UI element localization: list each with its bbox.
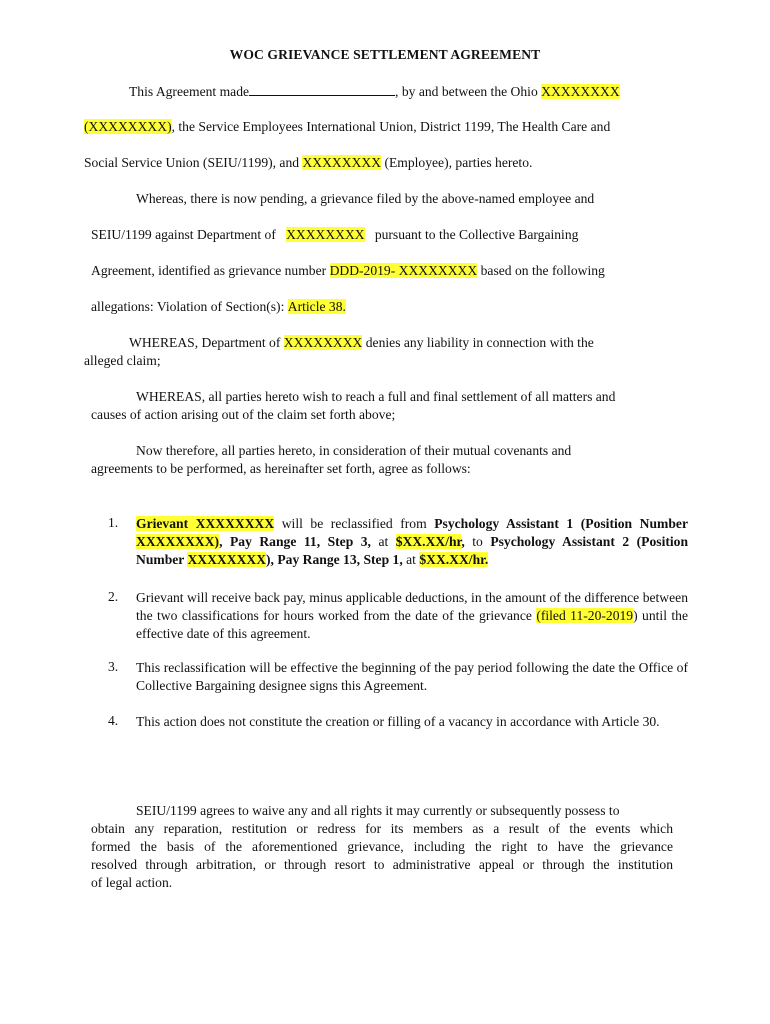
waiver-line-2: obtain any reparation, restitution or redress for its members as a result of the events which	[91, 821, 673, 836]
whereas-1-line-2	[91, 227, 578, 243]
waiver-line-1: SEIU/1199 agrees to waive any and all rights it may currently or subsequently possess to	[136, 803, 620, 818]
whereas-text: WHEREAS, Department of	[129, 335, 281, 350]
whereas-text: denies any liability in connection with the	[365, 335, 594, 350]
grievant-placeholder: Grievant XXXXXXXX	[136, 516, 275, 531]
list-item-text	[136, 515, 688, 569]
intro-line-2	[84, 119, 610, 135]
intro-text: , by and between the Ohio	[395, 84, 538, 99]
list-number: 1.	[108, 515, 119, 530]
list-item-2	[108, 589, 688, 643]
list-item-4	[108, 713, 688, 731]
now-therefore-line-1: Now therefore, all parties hereto, in consideration of their mutual covenants and	[136, 443, 572, 458]
now-therefore-line-2: agreements to be performed, as hereinafter set forth, agree as follows:	[91, 461, 471, 476]
item-text-bold: Psychology Assistant 1 (Position Number	[434, 516, 688, 531]
whereas-3-line-1: WHEREAS, all parties hereto wish to reach a full and final settlement of all matters and	[136, 389, 616, 404]
article-reference: Article 38.	[287, 299, 346, 314]
intro-text: This Agreement made	[129, 84, 250, 99]
list-item-1	[108, 515, 688, 569]
highlight-placeholder: (XXXXXXXX)	[84, 119, 172, 134]
waiver-line-4: resolved through arbitration, or through resort to administrative appeal or through the institution	[91, 857, 673, 872]
filed-date-highlight: (filed 11-20-2019	[536, 608, 634, 623]
list-item-3	[108, 659, 688, 695]
waiver-line-3: formed the basis of the aforementioned grievance, including the right to have the grievance	[91, 839, 673, 854]
position-number-placeholder: XXXXXXXX	[187, 552, 267, 567]
highlight-placeholder: XXXXXXXX	[302, 155, 382, 170]
whereas-1-line-3	[91, 263, 605, 279]
whereas-1-line-4	[91, 299, 346, 315]
whereas-text: allegations: Violation of Section(s):	[91, 299, 285, 314]
list-item-text: This action does not constitute the creation or filling of a vacancy in accordance with Article 30.	[136, 714, 660, 729]
item-text: at	[370, 534, 396, 549]
item-text: Grievant will receive back pay, minus applicable deductions, in the amount of the difference between the two classifications for hours worked from the date of the grievance	[136, 590, 688, 623]
intro-text: (Employee), parties hereto.	[384, 155, 533, 170]
list-item-text	[136, 589, 688, 643]
item-text: ) until the effective date of this agreement.	[136, 608, 689, 641]
intro-line-1	[129, 84, 620, 100]
document-title: WOC GRIEVANCE SETTLEMENT AGREEMENT	[229, 47, 541, 62]
intro-line-3	[84, 155, 532, 171]
pay-rate-placeholder: $XX.XX/hr	[395, 534, 462, 549]
list-item-text: This reclassification will be effective the beginning of the pay period following the date the Office of Collective Bargaining designee signs this Agreement.	[136, 660, 688, 693]
highlight-placeholder: XXXXXXXX	[286, 227, 365, 242]
item-text: at	[402, 552, 420, 567]
date-blank-line	[249, 84, 395, 96]
waiver-line-5: of legal action.	[91, 875, 173, 890]
item-text-bold: , Pay Range 11, Step 3,	[219, 534, 371, 549]
whereas-3-line-2: causes of action arising out of the claim set forth above;	[91, 407, 396, 422]
item-text: will be reclassified from	[274, 516, 435, 531]
whereas-2-line-2: alleged claim;	[84, 353, 161, 368]
whereas-text: pursuant to the Collective Bargaining	[374, 227, 579, 242]
item-text-bold: ), Pay Range 13, Step 1,	[266, 552, 403, 567]
whereas-1-line-1: Whereas, there is now pending, a grievance filed by the above-named employee and	[136, 191, 595, 206]
list-number: 2.	[108, 589, 119, 604]
intro-text: Social Service Union (SEIU/1199), and	[84, 155, 300, 170]
whereas-text: based on the following	[480, 263, 605, 278]
whereas-text: Agreement, identified as grievance number	[91, 263, 327, 278]
item-text: to	[464, 534, 491, 549]
grievance-number: DDD-2019- XXXXXXXX	[329, 263, 478, 278]
highlight-placeholder: XXXXXXXX	[283, 335, 363, 350]
item-text-bold: Psychology Assistant 2 (Position Number	[136, 534, 689, 567]
pay-rate-placeholder: $XX.XX/hr.	[419, 552, 489, 567]
highlight-placeholder: XXXXXXXX	[541, 84, 620, 99]
list-number: 4.	[108, 713, 119, 728]
list-number: 3.	[108, 659, 119, 674]
item-text-bold: ,	[461, 534, 465, 549]
position-number-placeholder: XXXXXXXX)	[136, 534, 220, 549]
whereas-text: SEIU/1199 against Department of	[91, 227, 276, 242]
intro-text: , the Service Employees International Union, District 1199, The Health Care and	[171, 119, 611, 134]
whereas-2-line-1	[129, 335, 594, 351]
